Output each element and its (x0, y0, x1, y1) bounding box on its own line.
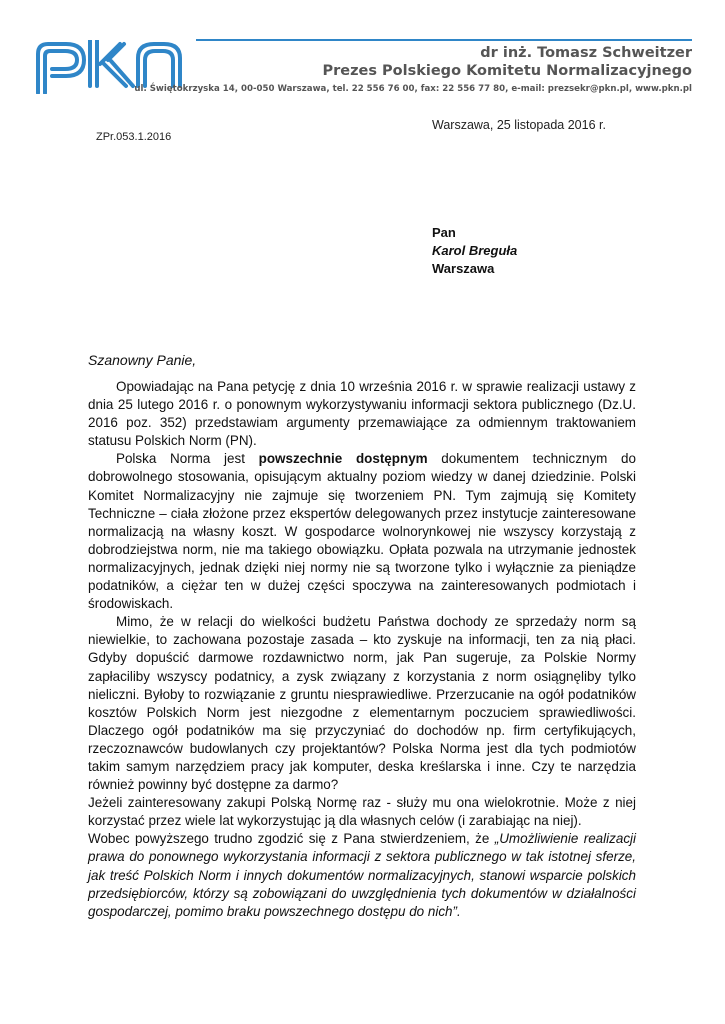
paragraph-3: Mimo, że w relacji do wielkości budżetu Państwa dochody ze sprzedaży norm są niewielkie, to zachowana pozostaje zasada – kto zyskuje na informacji, ten za nią płaci. Gdyby dopuścić darmowe rozdawnictwo norm, jak Pan sugeruje, za Polskie Normy zapłaciliby wszyscy podatnicy, a zysk związany z korzystania z norm osiągnęliby tylko nieliczni. Byłoby to rozwiązanie z gruntu niesprawiedliwe. Przerzucanie na ogół podatników kosztów Polskich Norm jest niezgodne z elementarnym poczuciem sprawiedliwości. Dlaczego ogół podatników ma się przyczyniać do dochodów np. firm certyfikujących, rzeczoznawców budowlanych czy projektantów? Polska Norma jest dla tych podmiotów takim samym narzędziem pracy jak komputer, deska kreślarska i inne. Czy te narzędzia również powinny być dostępne za darmo? (88, 614, 636, 793)
recipient-block (432, 224, 517, 278)
paragraph-1: Opowiadając na Pana petycję z dnia 10 września 2016 r. w sprawie realizacji ustawy z dnia 25 lutego 2016 r. o ponownym wykorzystywaniu informacji sektora publicznego (Dz.U. 2016 poz. 352) przedstawiam argumenty przemawiające za odmiennym traktowaniem statusu Polskich Norm (PN). (88, 379, 636, 449)
paragraph-2 (88, 450, 636, 613)
paragraph-5-quote: „Umożliwienie realizacji prawa do ponownego wykorzystania informacji z sektora publicznego w tak istotnej sferze, jak treść Polskich Norm i innych dokumentów normalizacyjnych, stanowi wsparcie polskich przedsiębiorców, którzy są zobowiązani do uwzględnienia tych dokumentów w działalności gospodarczej, pomimo braku powszechnego dostępu do nich”. (88, 831, 637, 919)
sender-address: ul. Świętokrzyska 14, 00-050 Warszawa, tel. 22 556 76 00, fax: 22 556 77 80, e-mail: prezsekr@pkn.pl, www.pkn.pl (134, 84, 692, 94)
paragraph-2-rest: dokumentem technicznym do dobrowolnego stosowania, opisującym aktualny poziom wiedzy w danej dziedzinie. Polski Komitet Normalizacyjny nie zajmuje się tworzeniem PN. Tym zajmują się Komitety Techniczne – ciała złożone przez ekspertów delegowanych przez instytucje zainteresowane normalizacją na własny koszt. W gospodarce wolnorynkowej nie wszyscy korzystają z dobrodziejstwa norm, nie ma takiego obowiązku. Opłata pozwala na utrzymanie jednostek normalizacyjnych, jednak dzięki niej normy nie są tworzone tylko i wyłącznie za pieniądze podatników, a ciężar ten w dużej części spoczywa na zainteresowanych podmiotach i środowiskach. (88, 451, 636, 612)
paragraph-4: Jeżeli zainteresowany zakupi Polską Normę raz - służy mu ona wielokrotnie. Może z niej korzystać przez wiele lat wykorzystując ją dla własnych celów (i zarabiając na niej). (88, 795, 636, 829)
recipient-city: Warszawa (432, 261, 495, 276)
salutation: Szanowny Panie, (88, 352, 197, 368)
paragraph-5 (88, 830, 636, 920)
recipient-title: Pan (432, 225, 456, 240)
logo-text: PKN (34, 40, 37, 41)
paragraph-5-start: Wobec powyższego trudno zgodzić się z Pana stwierdzeniem, że (88, 831, 495, 847)
reference-number: ZPr.053.1.2016 (96, 131, 172, 143)
paragraph-2-start: Polska Norma jest (116, 451, 259, 467)
letter-date: Warszawa, 25 listopada 2016 r. (432, 118, 606, 132)
header-rule (196, 39, 692, 41)
sender-name: dr inż. Tomasz Schweitzer (480, 45, 692, 61)
letter-body (88, 378, 636, 921)
paragraph-2-emphasis: powszechnie dostępnym (258, 451, 428, 467)
sender-title: Prezes Polskiego Komitetu Normalizacyjnego (322, 63, 692, 79)
recipient-name: Karol Breguła (432, 243, 518, 258)
